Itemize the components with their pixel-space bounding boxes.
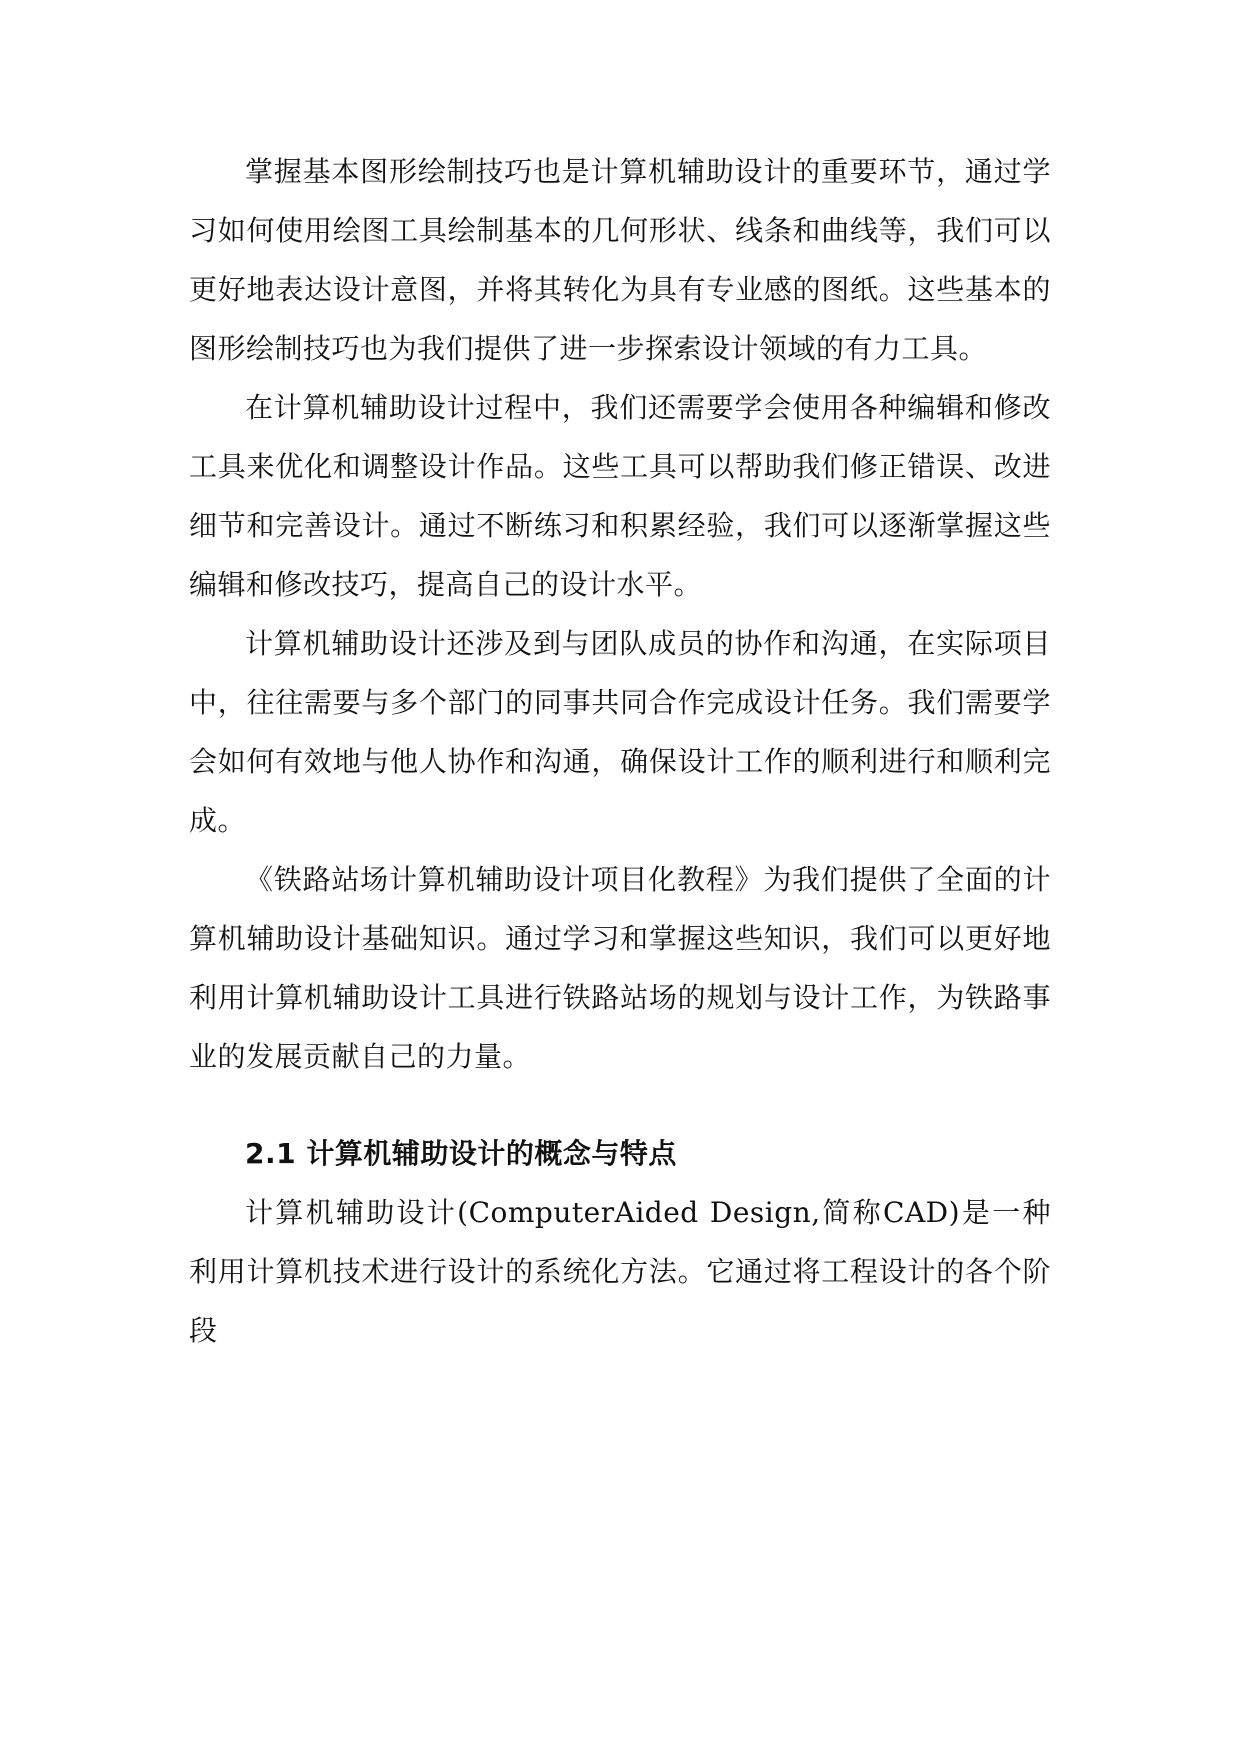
- paragraph-drawing-skills: 掌握基本图形绘制技巧也是计算机辅助设计的重要环节，通过学习如何使用绘图工具绘制基本的几何形状、线条和曲线等，我们可以更好地表达设计意图，并将其转化为具有专业感的图纸。这些基本的图形绘制技巧也为我们提供了进一步探索设计领域的有力工具。: [189, 155, 1051, 365]
- paragraph-textbook-summary: 《铁路站场计算机辅助设计项目化教程》为我们提供了全面的计算机辅助设计基础知识。通过学习和掌握这些知识，我们可以更好地利用计算机辅助设计工具进行铁路站场的规划与设计工作，为铁路事业的发展贡献自己的力量。: [189, 863, 1051, 1073]
- paragraph-editing-tools: 在计算机辅助设计过程中，我们还需要学会使用各种编辑和修改工具来优化和调整设计作品。这些工具可以帮助我们修正错误、改进细节和完善设计。通过不断练习和积累经验，我们可以逐渐掌握这些编辑和修改技巧，提高自己的设计水平。: [189, 391, 1051, 601]
- section-heading-2-1: 2.1 计算机辅助设计的概念与特点: [245, 1137, 677, 1170]
- paragraph-cad-definition: 计算机辅助设计(ComputerAided Design,简称CAD)是一种利用计算机技术进行设计的系统化方法。它通过将工程设计的各个阶段: [189, 1196, 1051, 1347]
- paragraph-team-collaboration: 计算机辅助设计还涉及到与团队成员的协作和沟通，在实际项目中，往往需要与多个部门的同事共同合作完成设计任务。我们需要学会如何有效地与他人协作和沟通，确保设计工作的顺利进行和顺利完成。: [189, 627, 1051, 837]
- document-body: [189, 142, 1051, 1360]
